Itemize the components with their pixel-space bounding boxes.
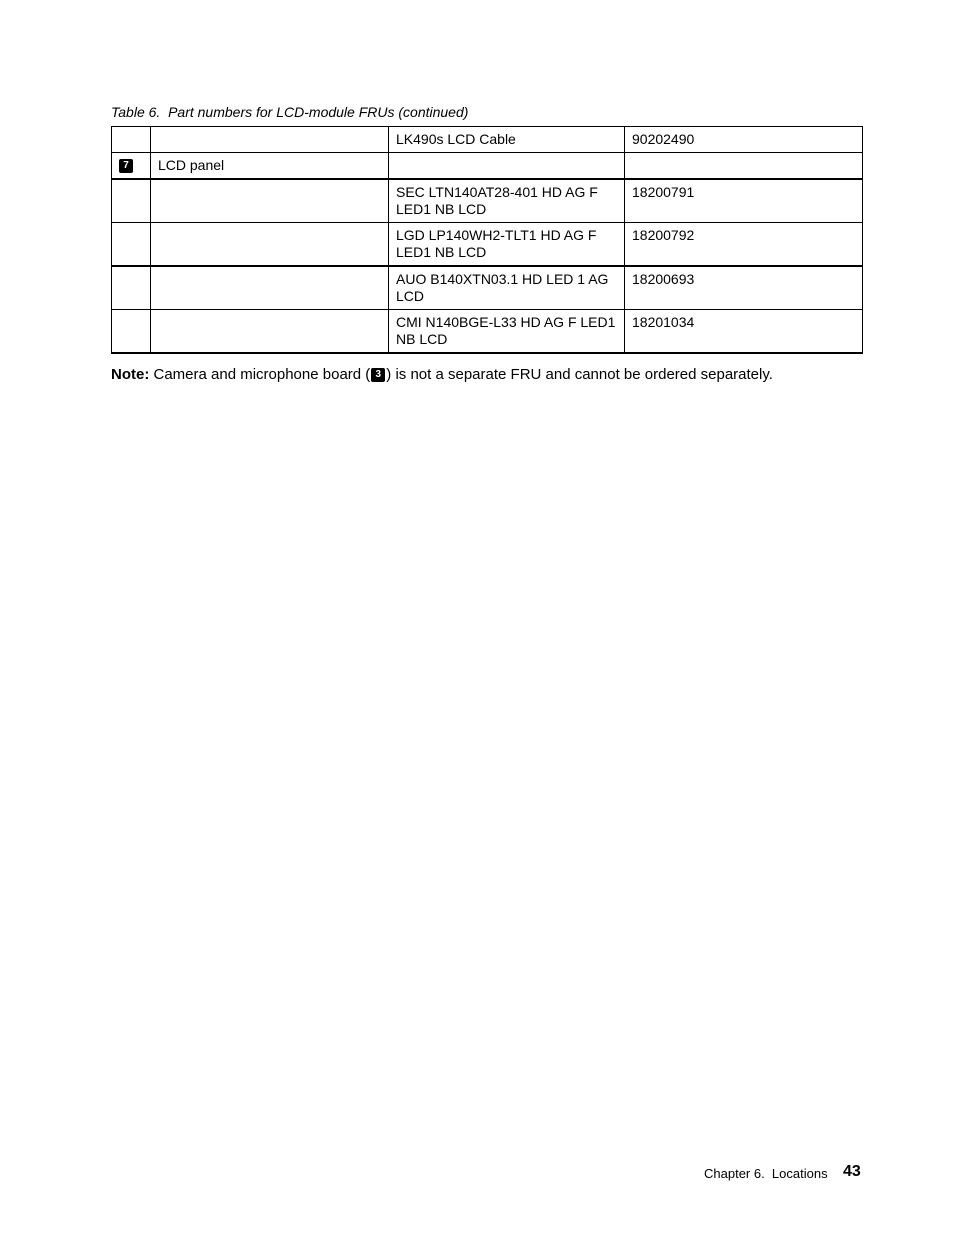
fru-table [111, 126, 863, 354]
index-cell [112, 310, 151, 354]
index-cell [112, 266, 151, 310]
table-row [112, 127, 863, 153]
index-cell [112, 223, 151, 267]
note-paragraph [111, 366, 773, 383]
callout-badge-3: 3 [371, 368, 385, 382]
table-row [112, 310, 863, 354]
fru-number-cell: 18200792 [625, 223, 863, 267]
page-number: 43 [843, 1163, 861, 1180]
description-cell: LK490s LCD Cable [389, 127, 625, 153]
description-cell: LGD LP140WH2-TLT1 HD AG F LED1 NB LCD [389, 223, 625, 267]
table-row [112, 179, 863, 223]
note-label: Note: [111, 366, 150, 383]
index-cell [112, 153, 151, 180]
callout-badge-7: 7 [119, 159, 133, 173]
item-cell [151, 223, 389, 267]
item-cell [151, 266, 389, 310]
description-cell [389, 153, 625, 180]
item-cell [151, 310, 389, 354]
note-text-after: ) is not a separate FRU and cannot be ordered separately. [386, 366, 773, 383]
fru-number-cell: 90202490 [625, 127, 863, 153]
index-cell [112, 127, 151, 153]
note-text-before: Camera and microphone board ( [153, 366, 371, 383]
table-row [112, 266, 863, 310]
fru-number-cell: 18200791 [625, 179, 863, 223]
fru-number-cell: 18201034 [625, 310, 863, 354]
item-cell [151, 127, 389, 153]
item-cell [151, 179, 389, 223]
item-cell: LCD panel [151, 153, 389, 180]
table-caption: Table 6. Part numbers for LCD-module FRUs (continued) [111, 104, 469, 120]
fru-number-cell: 18200693 [625, 266, 863, 310]
description-cell: AUO B140XTN03.1 HD LED 1 AG LCD [389, 266, 625, 310]
description-cell: SEC LTN140AT28-401 HD AG F LED1 NB LCD [389, 179, 625, 223]
table-row [112, 223, 863, 267]
index-cell [112, 179, 151, 223]
description-cell: CMI N140BGE-L33 HD AG F LED1 NB LCD [389, 310, 625, 354]
chapter-footer: Chapter 6. Locations [704, 1166, 828, 1181]
table-row [112, 153, 863, 180]
fru-number-cell [625, 153, 863, 180]
